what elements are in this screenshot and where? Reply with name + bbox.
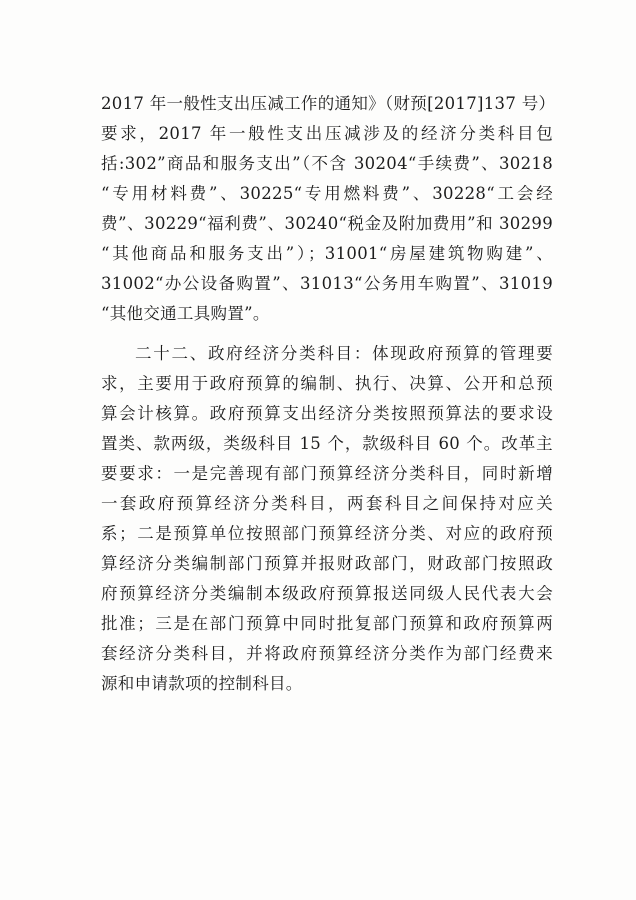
text-line: 费”、30229“福利费”、30240“税金及附加费用”和 30299 xyxy=(101,214,553,233)
text-line: 一套政府预算经济分类科目，两套科目之间保持对应关 xyxy=(101,494,553,513)
text-line: 求，主要用于政府预算的编制、执行、决算、公开和总预 xyxy=(101,374,553,393)
text-line: 括:302”商品和服务支出”（不含 30204“手续费”、30218 xyxy=(101,154,553,173)
text-line: “专用材料费”、30225“专用燃料费”、30228“工会经 xyxy=(101,184,553,203)
text-line: 批准；三是在部门预算中同时批复部门预算和政府预算两 xyxy=(101,614,553,633)
text-line: 套经济分类科目，并将政府预算经济分类作为部门经费来 xyxy=(101,644,553,663)
text-line: 府预算经济分类编制本级政府预算报送同级人民代表大会 xyxy=(101,584,553,603)
text-line: 31002“办公设备购置”、31013“公务用车购置”、31019 xyxy=(101,274,553,293)
text-line: 置类、款两级，类级科目 15 个，款级科目 60 个。改革主 xyxy=(101,434,553,453)
text-line: “其他商品和服务支出”）；31001“房屋建筑物购建”、 xyxy=(101,244,553,263)
text-line: 源和申请款项的控制科目。 xyxy=(101,674,303,693)
text-line: 算会计核算。政府预算支出经济分类按照预算法的要求设 xyxy=(101,404,553,423)
text-line: 要要求：一是完善现有部门预算经济分类科目，同时新增 xyxy=(101,464,553,483)
text-line: “其他交通工具购置”。 xyxy=(101,304,270,323)
text-line: 系；二是预算单位按照部门预算经济分类、对应的政府预 xyxy=(101,524,553,543)
text-line: 要求，2017 年一般性支出压减涉及的经济分类科目包 xyxy=(101,124,553,143)
text-line: 2017 年一般性支出压减工作的通知》（财预[2017]137 号） xyxy=(101,94,556,113)
text-line: 二十二、政府经济分类科目：体现政府预算的管理要 xyxy=(135,344,553,363)
text-line: 算经济分类编制部门预算并报财政部门，财政部门按照政 xyxy=(101,554,553,573)
